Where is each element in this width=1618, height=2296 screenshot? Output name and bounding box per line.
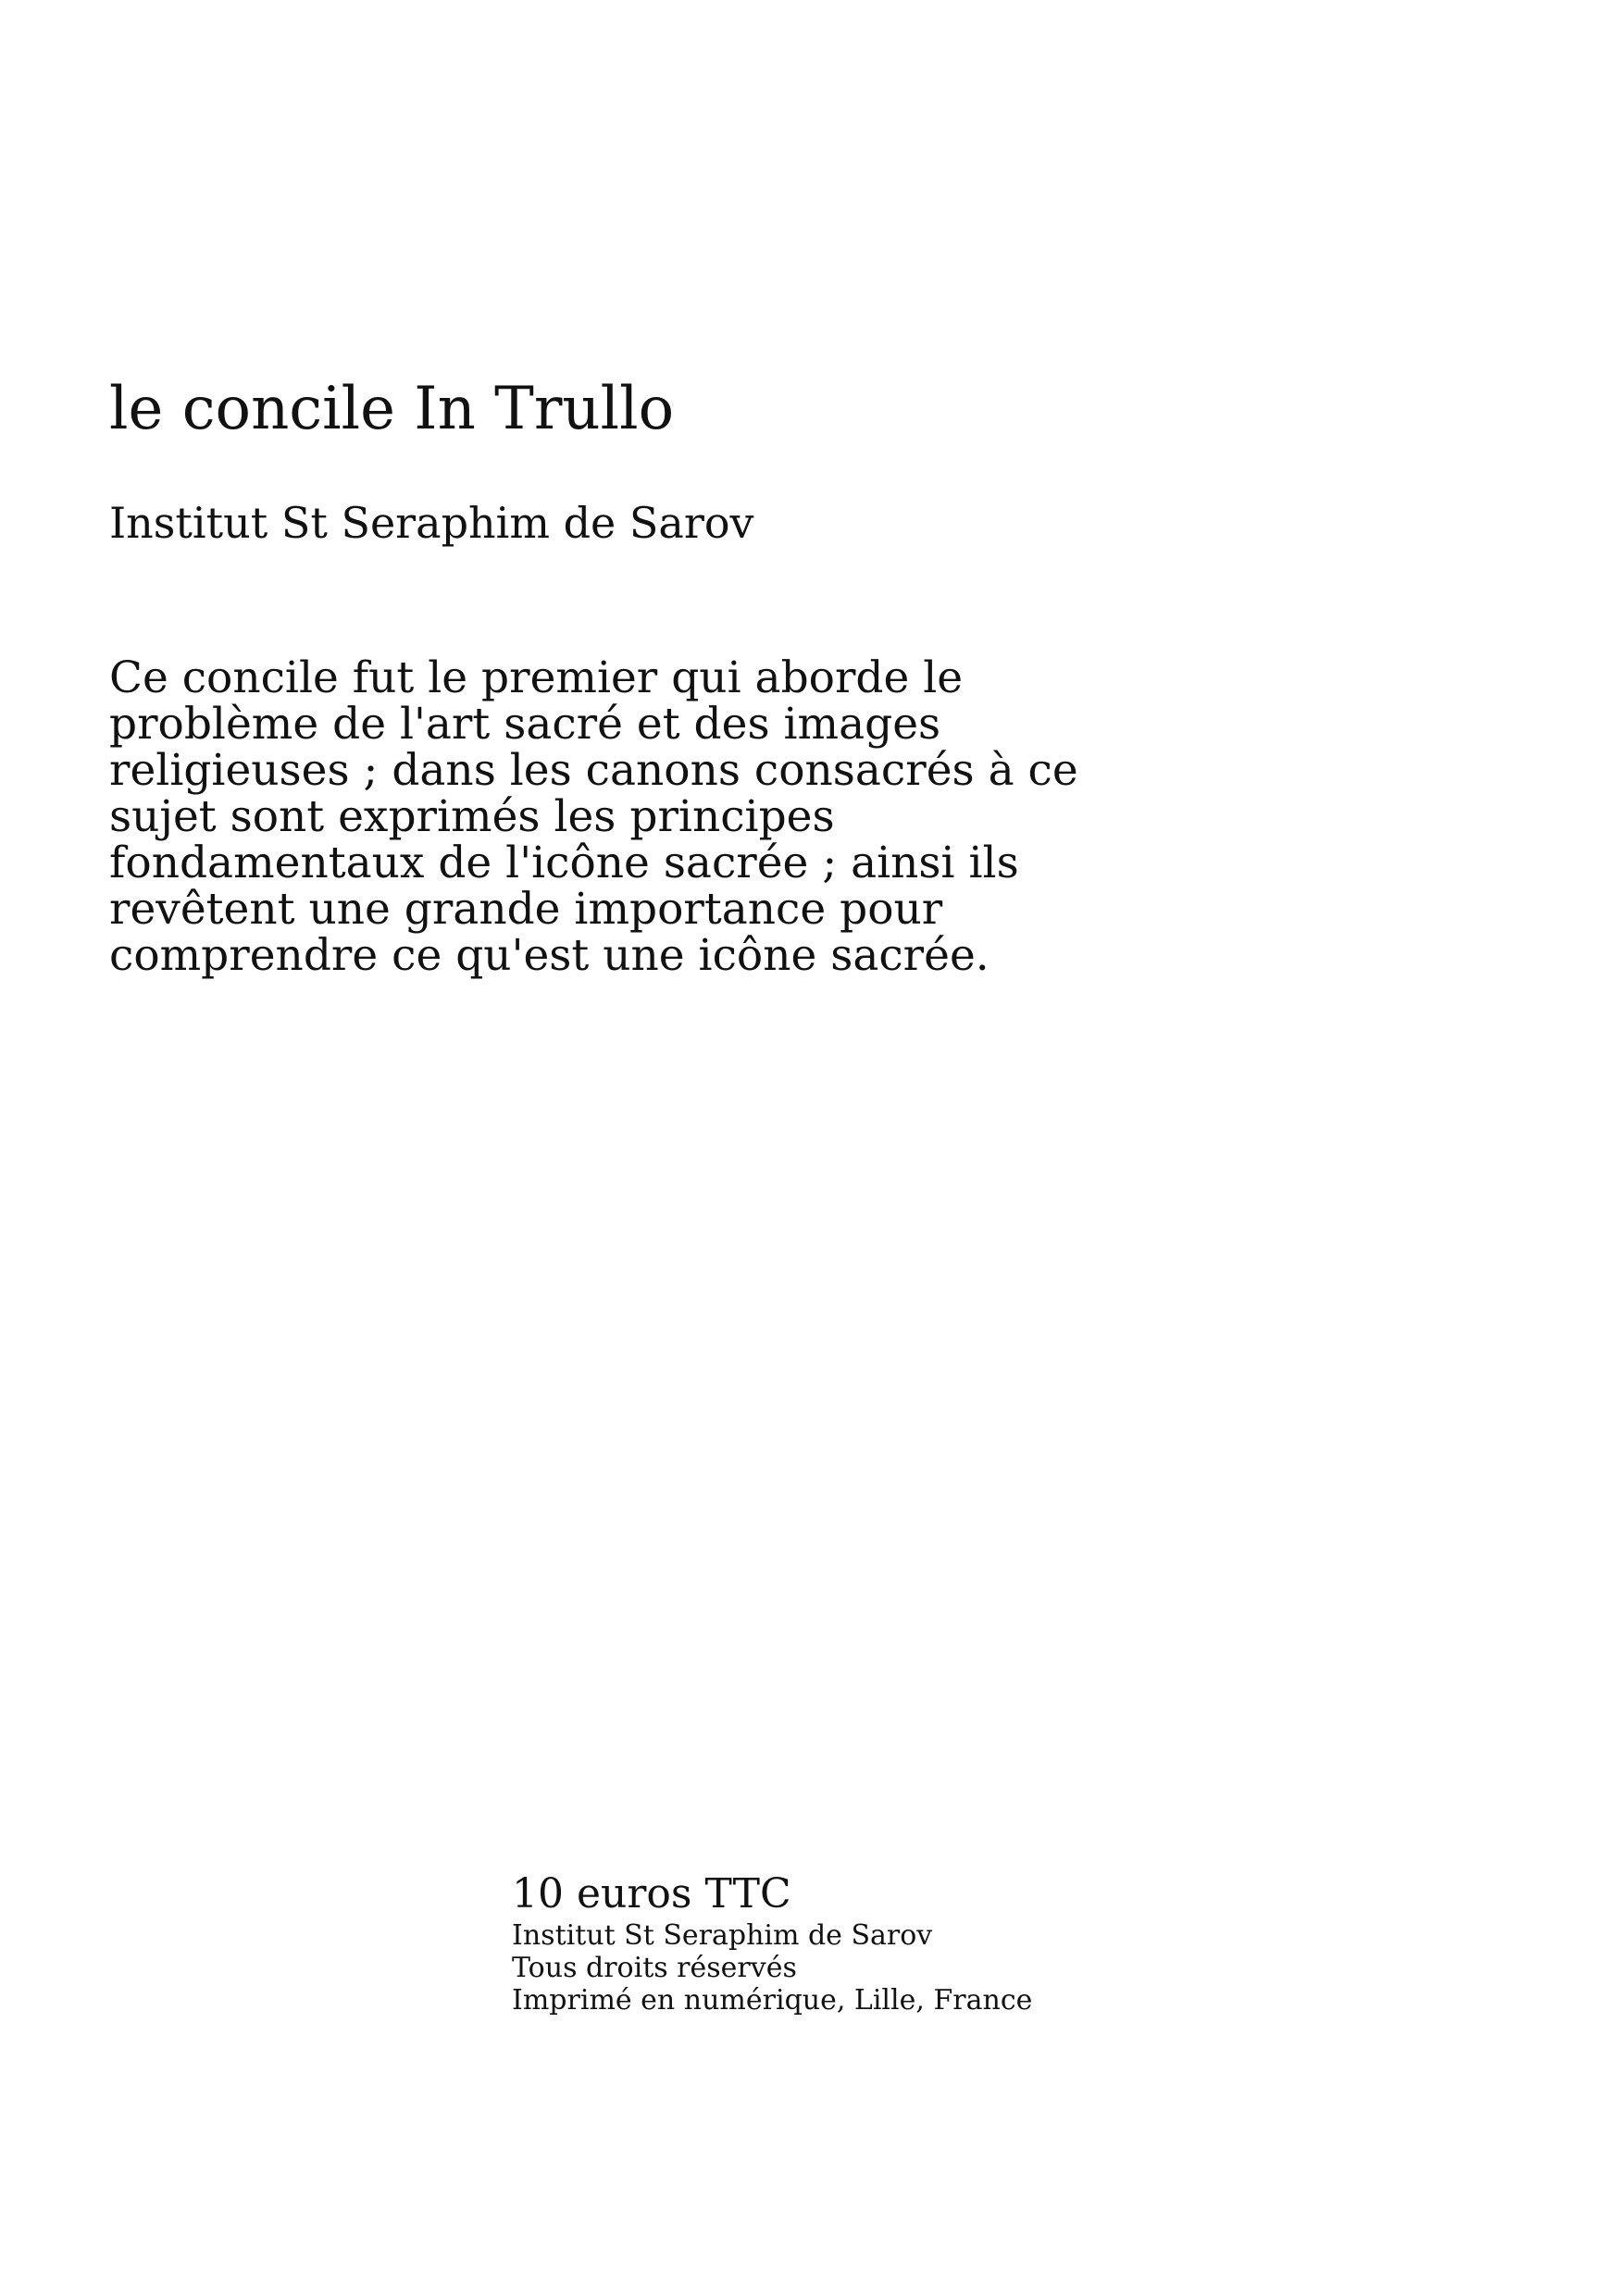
printing-note: Imprimé en numérique, Lille, France — [512, 1984, 1033, 2017]
description-line: revêtent une grande importance pour — [109, 884, 943, 935]
description-line: Ce concile fut le premier qui aborde le — [109, 652, 964, 703]
description-line: comprendre ce qu'est une icône sacrée. — [109, 930, 989, 981]
description-line: religieuses ; dans les canons consacrés à ce — [109, 745, 1078, 796]
colophon — [512, 1869, 1032, 2017]
description-paragraph — [109, 652, 1313, 981]
document-subtitle: Institut St Seraphim de Sarov — [109, 498, 754, 548]
publisher-name: Institut St Seraphim de Sarov — [512, 1919, 933, 1952]
description-line: fondamentaux de l'icône sacrée ; ainsi ils — [109, 838, 1019, 888]
rights-notice: Tous droits réservés — [512, 1952, 797, 1984]
document-title: le concile In Trullo — [109, 375, 675, 443]
description-line: problème de l'art sacré et des images — [109, 699, 941, 750]
description-line: sujet sont exprimés les principes — [109, 791, 835, 842]
price-label: 10 euros TTC — [512, 1870, 791, 1917]
